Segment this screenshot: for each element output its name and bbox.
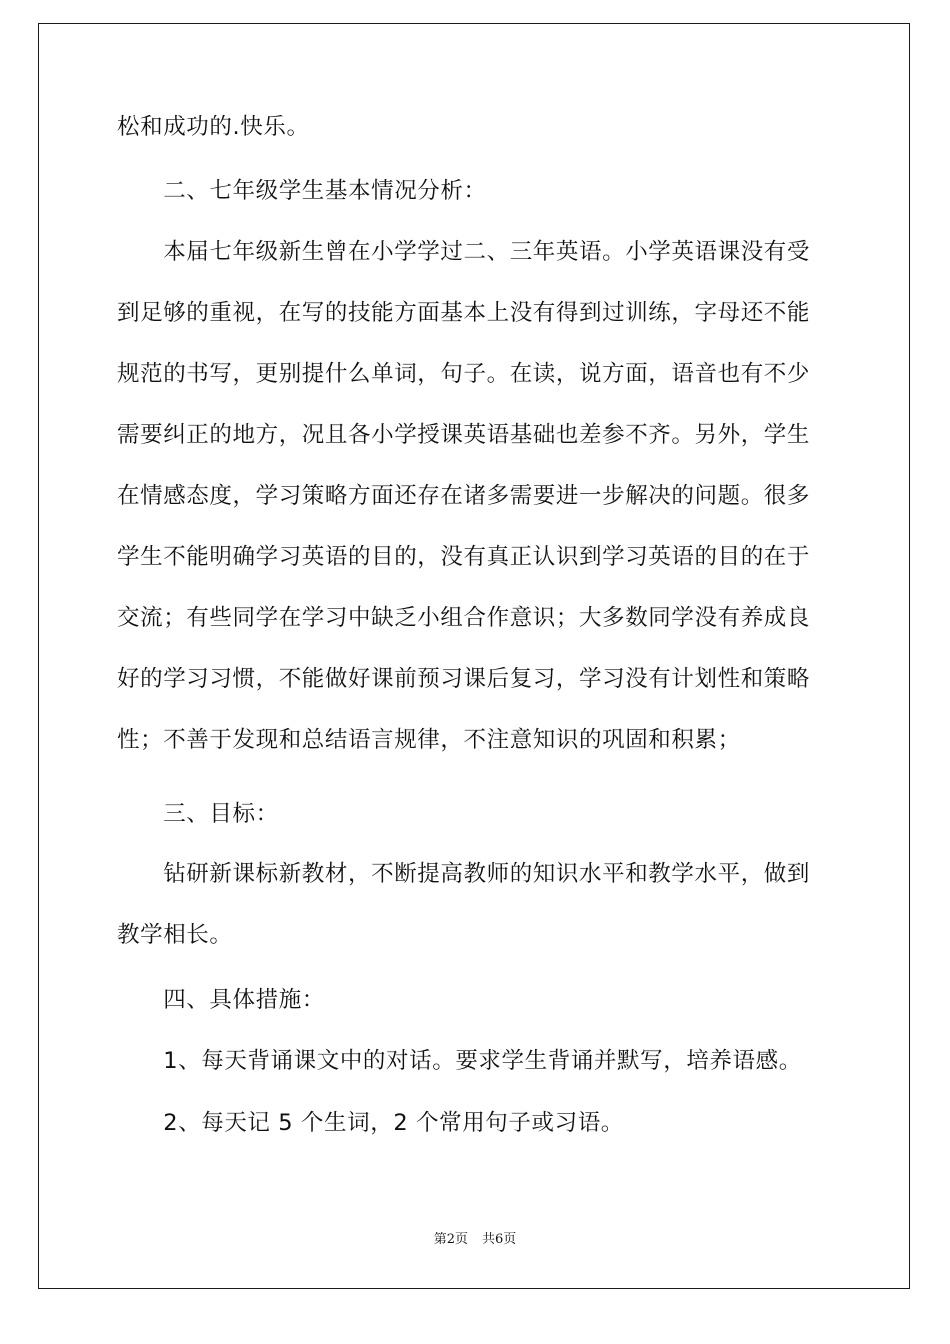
text-line: 松和成功的.快乐。 <box>117 114 310 140</box>
text-line: 在情感态度，学习策略方面还存在诸多需要进一步解决的问题。很多 <box>117 483 811 509</box>
text-line: 好的学习习惯，不能做好课前预习课后复习，学习没有计划性和策略 <box>117 666 811 692</box>
page-total: 共6页 <box>482 1232 517 1247</box>
text-line: 需要纠正的地方，况且各小学授课英语基础也差参不齐。另外，学生 <box>117 422 811 448</box>
text-line: 交流；有些同学在学习中缺乏小组合作意识；大多数同学没有养成良 <box>117 605 811 631</box>
text-line: 规范的书写，更别提什么单词，句子。在读，说方面，语音也有不少 <box>117 361 811 387</box>
section-heading: 四、具体措施： <box>117 987 325 1013</box>
section-heading: 三、目标： <box>117 801 279 827</box>
list-item: 1、每天背诵课文中的对话。要求学生背诵并默写，培养语感。 <box>117 1048 802 1074</box>
page-border <box>38 23 910 1289</box>
text-line: 到足够的重视，在写的技能方面基本上没有得到过训练，字母还不能 <box>117 300 811 326</box>
page-number: 第2页 <box>433 1232 468 1247</box>
section-heading: 二、七年级学生基本情况分析： <box>117 178 487 204</box>
text-line: 学生不能明确学习英语的目的，没有真正认识到学习英语的目的在于 <box>117 544 811 570</box>
list-item: 2、每天记 5 个生词，2 个常用句子或习语。 <box>117 1110 624 1136</box>
text-line: 本届七年级新生曾在小学学过二、三年英语。小学英语课没有受 <box>117 239 811 265</box>
text-line: 性；不善于发现和总结语言规律，不注意知识的巩固和积累； <box>117 727 741 753</box>
text-line: 钻研新课标新教材，不断提高教师的知识水平和教学水平，做到 <box>117 861 811 887</box>
text-line: 教学相长。 <box>117 922 233 948</box>
page-footer <box>0 1232 950 1248</box>
